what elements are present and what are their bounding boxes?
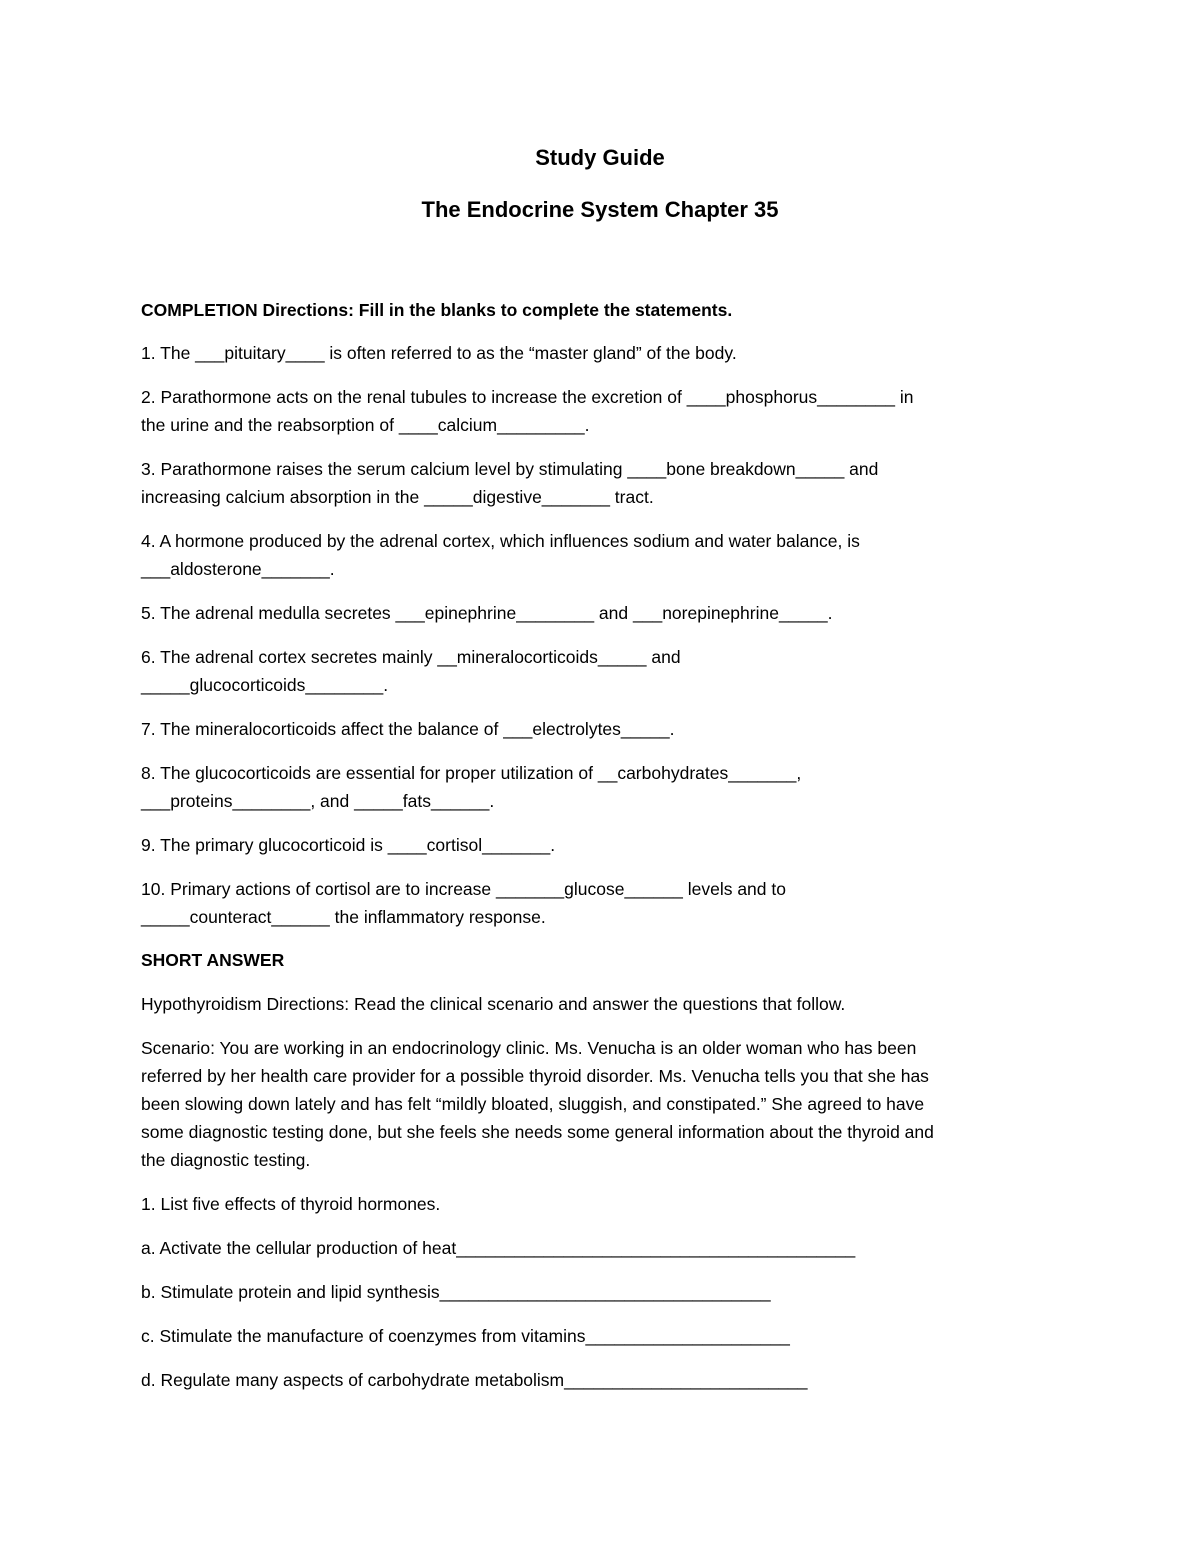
short-answer-heading: SHORT ANSWER	[141, 950, 285, 970]
completion-line: 2. Parathormone acts on the renal tubules to increase the excretion of ____phosphorus________ in	[141, 387, 914, 407]
completion-line: 7. The mineralocorticoids affect the balance of ___electrolytes_____.	[141, 719, 675, 739]
scenario-line: some diagnostic testing done, but she feels she needs some general information about the thyroid and	[141, 1122, 934, 1142]
completion-line: 10. Primary actions of cortisol are to increase _______glucose______ levels and to	[141, 879, 786, 899]
answer-line: b. Stimulate protein and lipid synthesis__________________________________	[141, 1282, 771, 1302]
question-text: 1. List five effects of thyroid hormones.	[141, 1194, 441, 1214]
completion-line: 1. The ___pituitary____ is often referred to as the “master gland” of the body.	[141, 343, 737, 363]
scenario-line: referred by her health care provider for a possible thyroid disorder. Ms. Venucha tells you that she has	[141, 1066, 929, 1086]
scenario-line: the diagnostic testing.	[141, 1150, 311, 1170]
short-answer-directions: Hypothyroidism Directions: Read the clinical scenario and answer the questions that follow.	[141, 994, 846, 1014]
answer-line: d. Regulate many aspects of carbohydrate metabolism_________________________	[141, 1370, 808, 1390]
completion-line: 6. The adrenal cortex secretes mainly __mineralocorticoids_____ and	[141, 647, 681, 667]
completion-line: ___proteins________, and _____fats______.	[141, 791, 495, 811]
completion-line: 8. The glucocorticoids are essential for proper utilization of __carbohydrates_______,	[141, 763, 802, 783]
completion-line: 5. The adrenal medulla secretes ___epinephrine________ and ___norepinephrine_____.	[141, 603, 833, 623]
completion-heading: COMPLETION Directions: Fill in the blanks to complete the statements.	[141, 300, 733, 320]
completion-line: the urine and the reabsorption of ____calcium_________.	[141, 415, 590, 435]
completion-line: increasing calcium absorption in the _____digestive_______ tract.	[141, 487, 654, 507]
completion-line: _____glucocorticoids________.	[141, 675, 389, 695]
completion-line: 4. A hormone produced by the adrenal cortex, which influences sodium and water balance, is	[141, 531, 860, 551]
completion-line: 9. The primary glucocorticoid is ____cortisol_______.	[141, 835, 556, 855]
completion-line: _____counteract______ the inflammatory response.	[141, 907, 546, 927]
completion-line: ___aldosterone_______.	[141, 559, 335, 579]
completion-line: 3. Parathormone raises the serum calcium level by stimulating ____bone breakdown_____ and	[141, 459, 879, 479]
page-title: Study Guide	[535, 145, 665, 170]
page-subtitle: The Endocrine System Chapter 35	[421, 197, 779, 222]
scenario-line: Scenario: You are working in an endocrinology clinic. Ms. Venucha is an older woman who has been	[141, 1038, 917, 1058]
answer-line: a. Activate the cellular production of heat_________________________________________	[141, 1238, 856, 1258]
scenario-line: been slowing down lately and has felt “mildly bloated, sluggish, and constipated.” She agreed to have	[141, 1094, 925, 1114]
answer-line: c. Stimulate the manufacture of coenzymes from vitamins_____________________	[141, 1326, 790, 1346]
